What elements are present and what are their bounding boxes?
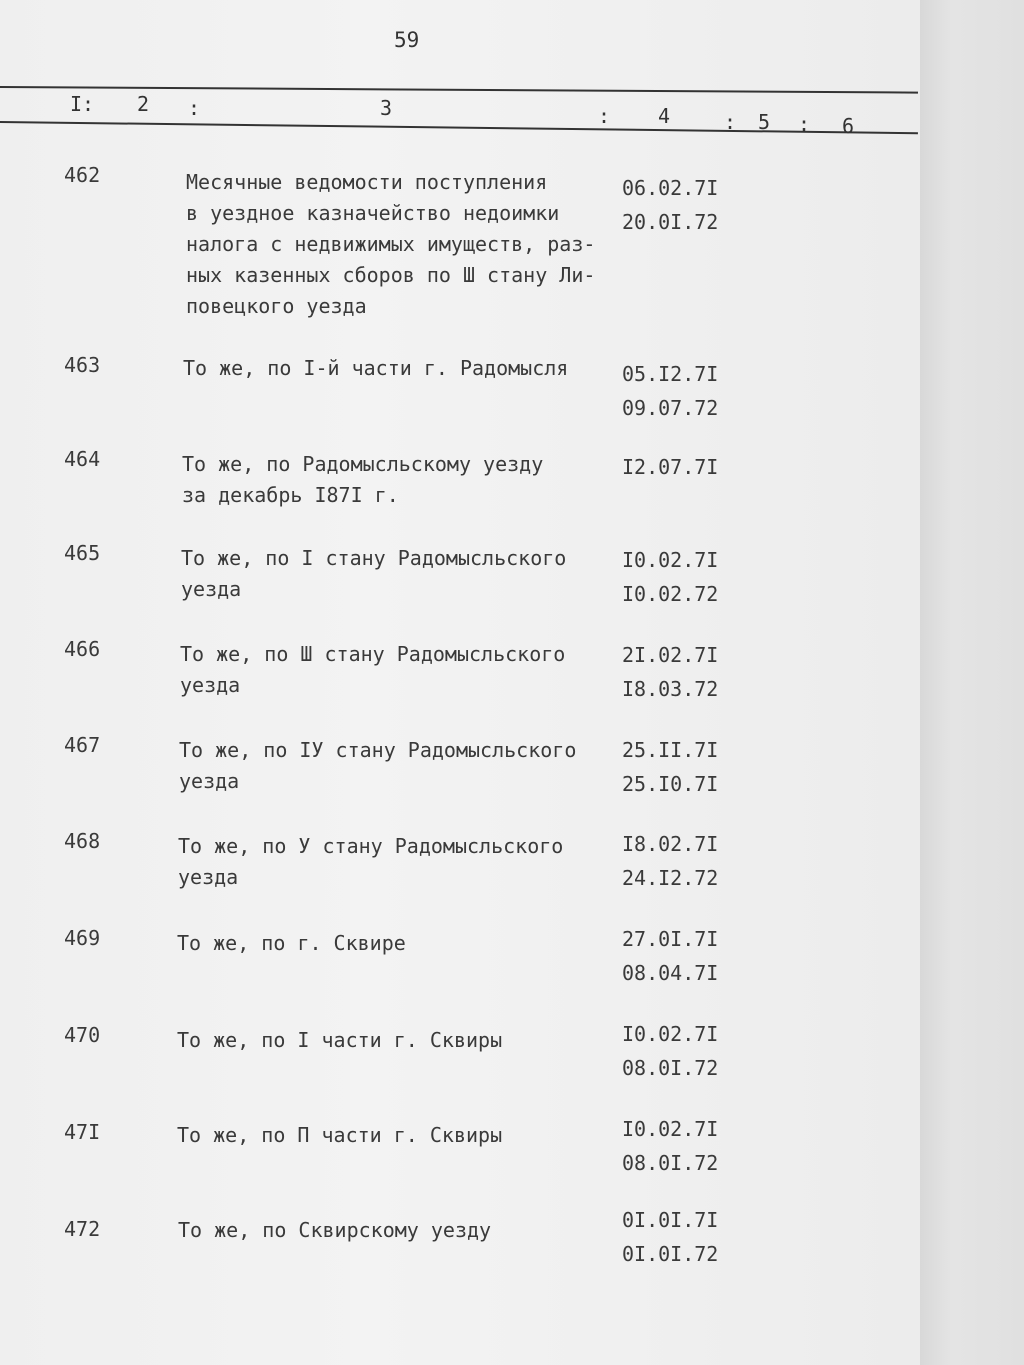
date-end: I8.03.72 [622, 677, 719, 701]
row-number: 47I [64, 1120, 101, 1144]
row-dates [622, 171, 718, 239]
header-bottom-rule [0, 121, 918, 134]
row-number: 462 [64, 163, 101, 187]
header-col5: 5 [758, 110, 771, 134]
header-col1: I: [70, 92, 95, 116]
row-description: То же, по I стану Радомысльского уезда [181, 546, 567, 601]
page-edge-shadow [920, 0, 1024, 1365]
row-description: То же, по г. Сквире [177, 931, 406, 955]
date-end: 08.0I.72 [622, 1056, 719, 1080]
date-start: I0.02.7I [622, 1022, 719, 1046]
date-start: 2I.02.7I [622, 643, 719, 667]
row-number: 472 [64, 1217, 101, 1241]
header-sep1: : [188, 96, 201, 120]
date-end: 20.0I.72 [622, 210, 719, 234]
page-number: 59 [394, 28, 420, 52]
row-description: То же, по У стану Радомысльского уезда [178, 834, 564, 889]
header-col3: 3 [380, 96, 393, 120]
date-start: 27.0I.7I [622, 927, 719, 951]
date-start: I2.07.7I [622, 455, 719, 479]
row-dates [622, 1203, 718, 1271]
row-description: То же, по Сквирскому уезду [178, 1218, 492, 1242]
row-dates [622, 1017, 718, 1085]
row-dates [622, 543, 718, 611]
header-sep2: : [598, 104, 611, 128]
header-sep3: : [724, 110, 737, 134]
row-number: 469 [64, 926, 101, 950]
row-description: То же, по I части г. Сквиры [177, 1028, 503, 1052]
date-start: 05.I2.7I [622, 362, 719, 386]
header-col6: 6 [842, 114, 855, 138]
date-end: 0I.0I.72 [622, 1242, 719, 1266]
row-dates [622, 922, 718, 990]
row-number: 463 [64, 353, 101, 377]
header-col2: 2 [137, 92, 150, 116]
row-number: 470 [64, 1023, 101, 1047]
row-number: 468 [64, 829, 101, 853]
row-number: 464 [64, 447, 101, 471]
row-dates [622, 827, 718, 895]
row-description: То же, по I-й части г. Радомысля [183, 356, 569, 380]
date-start: 25.II.7I [622, 738, 719, 762]
row-dates [622, 1112, 718, 1180]
date-start: I0.02.7I [622, 1117, 719, 1141]
row-number: 465 [64, 541, 101, 565]
date-end: 25.I0.7I [622, 772, 719, 796]
date-end: 24.I2.72 [622, 866, 719, 890]
row-description: Месячные ведомости поступления в уездное казначейство недоимки налога с недвижимых имуществ, раз- ных казенных сборов по Ш стану Ли- повецкого уезда [186, 170, 596, 318]
row-dates [622, 450, 718, 484]
date-end: 09.07.72 [622, 396, 719, 420]
row-description: То же, по IУ стану Радомысльского уезда [179, 738, 577, 793]
date-start: 0I.0I.7I [622, 1208, 719, 1232]
header-col4: 4 [658, 104, 671, 128]
row-dates [622, 357, 718, 425]
row-description: То же, по Радомысльскому уезду за декабрь I87I г. [182, 452, 544, 507]
row-dates [622, 733, 718, 801]
date-end: I0.02.72 [622, 582, 719, 606]
date-end: 08.0I.72 [622, 1151, 719, 1175]
row-description: То же, по Ш стану Радомысльского уезда [180, 642, 566, 697]
date-start: I8.02.7I [622, 832, 719, 856]
date-end: 08.04.7I [622, 961, 719, 985]
row-description: То же, по П части г. Сквиры [177, 1123, 503, 1147]
row-number: 467 [64, 733, 101, 757]
date-start: 06.02.7I [622, 176, 719, 200]
row-dates [622, 638, 718, 706]
row-number: 466 [64, 637, 101, 661]
header-sep4: : [798, 112, 811, 136]
date-start: I0.02.7I [622, 548, 719, 572]
